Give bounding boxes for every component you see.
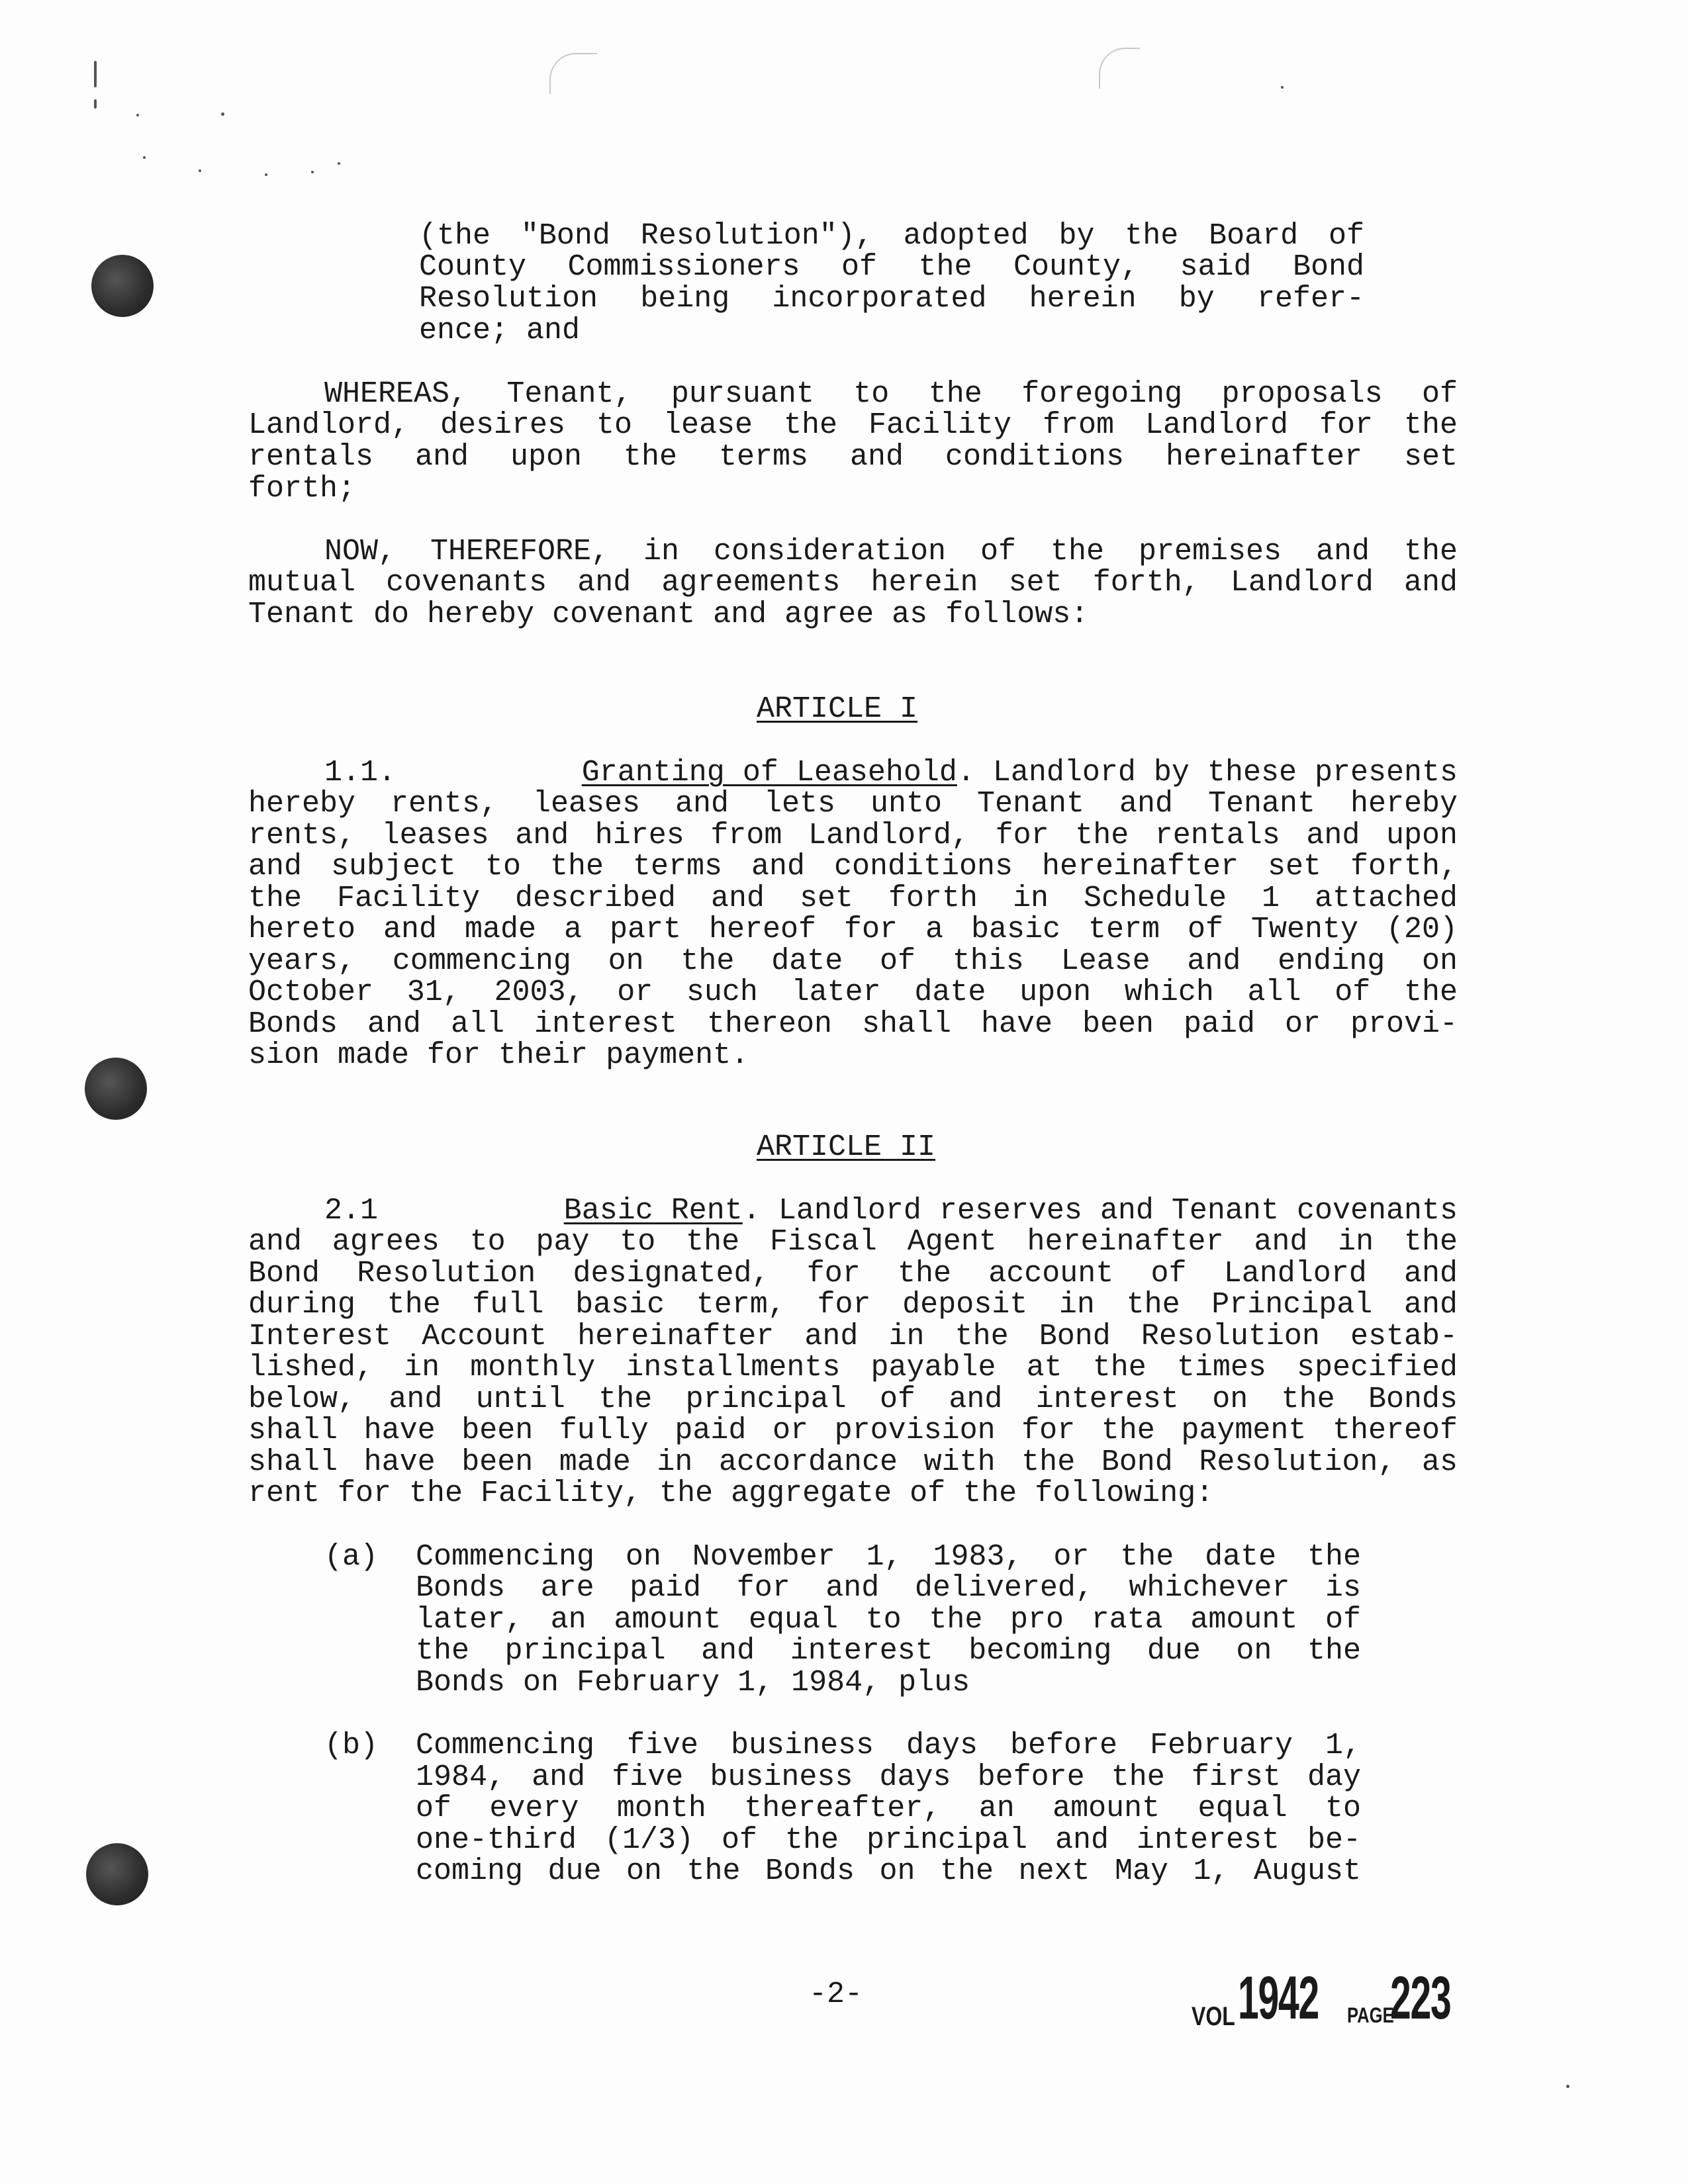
hole-punch [86,1843,148,1905]
whereas-line: rentals and upon the terms and conditions hereinafter set [248,440,1458,474]
recording-stamp [1192,1964,1483,2035]
intro-line: (the "Bond Resolution"), adopted by the Board of [419,219,1364,253]
scan-mark-right [1099,48,1140,89]
scan-speck [199,169,201,172]
article-2-line: and agrees to pay to the Fiscal Agent hereinafter and in the [248,1225,1458,1259]
item-a-line: the principal and interest becoming due on the [416,1634,1361,1668]
item-b-line: Commencing five business days before February 1, [416,1729,1361,1762]
stamp-page-label: PAGE [1347,2003,1394,2027]
section-heading: Basic Rent [563,1194,743,1228]
article-2-line: Interest Account hereinafter and in the Bond Resolution estab- [248,1320,1458,1353]
scan-speck [94,99,97,109]
stamp-vol-number: 1942 [1238,1964,1319,2032]
article-2-line: shall have been made in accordance with the Bond Resolution, as [248,1445,1458,1479]
stamp-page-number: 223 [1390,1964,1451,2032]
article-2-line: below, and until the principal of and interest on the Bonds [248,1383,1458,1416]
article-1-line: hereto and made a part hereof for a basic term of Twenty (20) [248,913,1458,946]
section-heading-wrap [564,1195,1458,1227]
article-2-line: lished, in monthly installments payable at the times specified [248,1351,1458,1385]
scan-speck [136,114,139,116]
section-number: 1.1. [324,756,397,790]
item-b-label: (b) [324,1729,379,1762]
whereas-line: Landlord, desires to lease the Facility from Landlord for the [248,408,1458,442]
article-2-line: Bond Resolution designated, for the account of Landlord and [248,1257,1458,1291]
item-a-line: Commencing on November 1, 1983, or the date the [416,1540,1361,1574]
scan-speck [221,113,224,116]
article-1-line: years, commencing on the date of this Lease and ending on [248,944,1458,978]
item-a-label: (a) [324,1540,379,1574]
scan-speck [94,61,97,87]
section-2-1-first-line [324,1195,1458,1227]
item-b-line: of every month thereafter, an amount equal to [416,1792,1361,1825]
article-1-line: the Facility described and set forth in Schedule 1 attached [248,882,1458,915]
article-2-line: shall have been fully paid or provision for the payment thereof [248,1414,1458,1447]
article-2-line: during the full basic term, for deposit in the Principal and [248,1288,1458,1322]
hole-punch [91,255,154,317]
article-2-title: ARTICLE II [757,1130,936,1164]
scan-speck [338,162,340,165]
whereas-line: forth; [248,472,356,506]
scan-speck [1281,86,1284,89]
section-1-1-first-line [324,757,1458,789]
now-therefore-line: mutual covenants and agreements herein set forth, Landlord and [248,566,1458,600]
whereas-line: WHEREAS, Tenant, pursuant to the foregoing proposals of [324,377,1458,411]
section-first-line-rest: . Landlord by these presents [957,756,1458,790]
intro-line: ence; and [419,314,581,347]
now-therefore-line: Tenant do hereby covenant and agree as follows: [248,598,1089,631]
article-1-line: hereby rents, leases and lets unto Tenant and Tenant hereby [248,787,1458,821]
hole-punch [85,1058,147,1120]
item-a-line: Bonds are paid for and delivered, whichever is [416,1571,1361,1605]
item-a-line: later, an amount equal to the pro rata amount of [416,1603,1361,1637]
scan-mark-left [549,53,597,94]
stamp-vol-label: VOL [1192,2002,1235,2031]
article-1-line: and subject to the terms and conditions hereinafter set forth, [248,850,1458,884]
article-1-line: sion made for their payment. [248,1038,749,1072]
section-heading: Granting of Leasehold [581,756,957,790]
scan-speck [265,173,267,176]
now-therefore-line: NOW, THEREFORE, in consideration of the premises and the [324,535,1458,569]
intro-line: Resolution being incorporated herein by refer- [419,282,1364,316]
page-number: -2- [809,1978,863,2011]
article-1-title: ARTICLE I [757,692,918,726]
item-b-line: one-third (1/3) of the principal and interest be- [416,1823,1361,1857]
section-first-line-rest: . Landlord reserves and Tenant covenants [742,1194,1458,1228]
item-b-line: coming due on the Bonds on the next May 1, August [416,1854,1361,1888]
scan-speck [143,156,146,159]
article-1-line: October 31, 2003, or such later date upon which all of the [248,976,1458,1009]
item-b-line: 1984, and five business days before the first day [416,1760,1361,1794]
section-heading-wrap [582,757,1458,789]
item-a-line: Bonds on February 1, 1984, plus [416,1666,970,1700]
scan-speck [311,171,314,173]
article-2-line: rent for the Facility, the aggregate of the following: [248,1477,1214,1510]
section-number: 2.1 [324,1194,379,1228]
article-1-line: rents, leases and hires from Landlord, for the rentals and upon [248,819,1458,852]
article-1-line: Bonds and all interest thereon shall have been paid or provi- [248,1007,1458,1041]
scan-speck [1566,2085,1570,2088]
intro-line: County Commissioners of the County, said Bond [419,250,1364,284]
